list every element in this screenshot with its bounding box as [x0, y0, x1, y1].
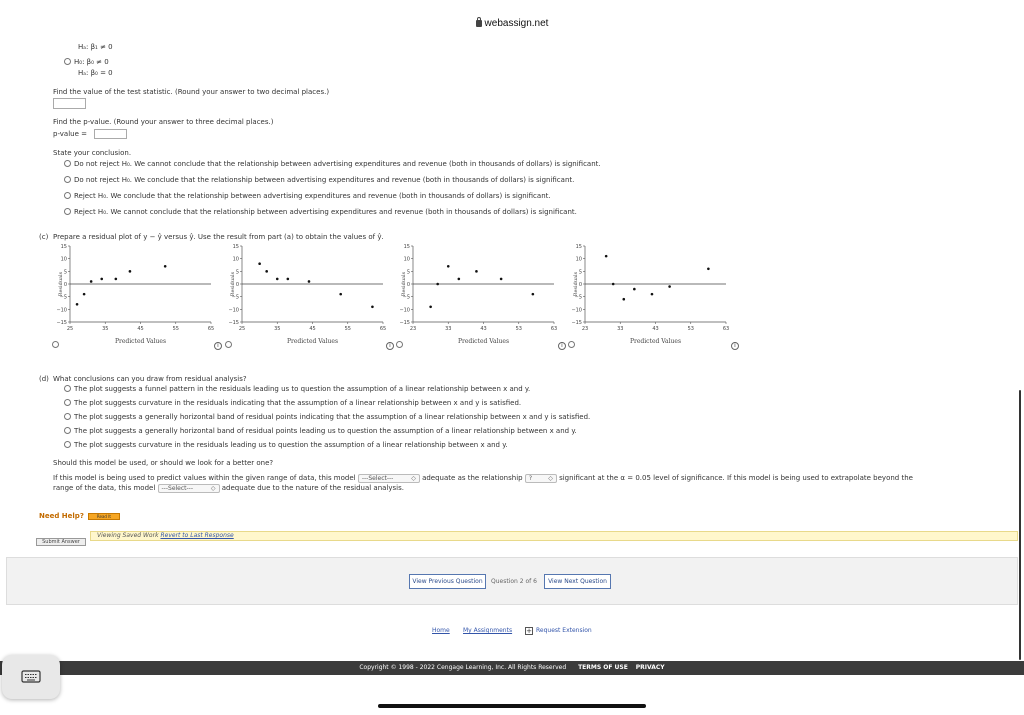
residual-point: [276, 278, 279, 281]
residual-point: [622, 298, 625, 301]
residual-point: [100, 278, 103, 281]
saved-work-bar: Viewing Saved Work Revert to Last Response: [90, 531, 1018, 541]
x-tick-label: 55: [172, 326, 179, 332]
residual-plot-2: [228, 242, 388, 348]
x-tick-label: 45: [309, 326, 316, 332]
radio-button[interactable]: [64, 441, 71, 448]
x-tick-label: 65: [207, 326, 215, 332]
y-tick-label: −15: [228, 320, 239, 326]
model-sentence-1: If this model is being used to predict values within the given range of data, this model ---Select--- ◇ adequate as the relationship ? ◇ significant at the α = 0.05 level of significance. If this model is being used to extrapolate beyond the: [53, 474, 913, 482]
residual-point: [371, 306, 374, 309]
radio-button[interactable]: [64, 192, 71, 199]
home-link[interactable]: Home: [432, 627, 450, 634]
x-tick-label: 25: [66, 326, 74, 332]
x-tick-label: 43: [480, 326, 487, 332]
residual-point: [475, 270, 478, 273]
x-tick-label: 55: [344, 326, 351, 332]
residual-plot-1: [56, 242, 216, 348]
radio-button[interactable]: [64, 413, 71, 420]
terms-link[interactable]: TERMS OF USE: [578, 664, 628, 671]
residual-point: [83, 293, 86, 296]
hypothesis-option[interactable]: [64, 58, 109, 66]
residual-point: [633, 288, 636, 291]
hypothesis-ha-previous: Hₐ: β₁ ≠ 0: [78, 43, 113, 51]
y-tick-label: −10: [399, 307, 410, 314]
part-d-marker: (d): [39, 375, 49, 383]
y-tick-label: −10: [571, 307, 582, 314]
residual-point: [612, 283, 615, 286]
residual-point: [707, 268, 710, 271]
next-question-button[interactable]: View Next Question: [544, 574, 611, 589]
y-axis-label: Residuals: [230, 271, 236, 297]
model-question: Should this model be used, or should we look for a better one?: [53, 459, 274, 467]
x-tick-label: 63: [722, 326, 730, 332]
y-tick-label: 0: [235, 282, 239, 288]
radio-button[interactable]: [64, 399, 71, 406]
test-statistic-input[interactable]: [53, 98, 86, 109]
x-tick-label: 35: [102, 326, 109, 332]
page-footer: [0, 661, 1024, 675]
revert-link[interactable]: Revert to Last Response: [160, 532, 234, 539]
lock-icon: [476, 20, 482, 27]
hypothesis-ha: Hₐ: β₀ = 0: [78, 69, 113, 77]
residual-point: [668, 285, 671, 288]
y-axis-label: Residuals: [401, 271, 407, 297]
url-text: webassign.net: [484, 18, 549, 29]
residual-point: [115, 278, 118, 281]
my-assignments-link[interactable]: My Assignments: [463, 627, 513, 634]
model-adequacy-select[interactable]: ---Select--- ◇: [358, 474, 420, 483]
residual-point: [308, 280, 311, 283]
part-d-prompt: What conclusions can you draw from residual analysis?: [53, 375, 247, 383]
conclusion-option-3[interactable]: Reject H₀. We conclude that the relationship between advertising expenditures and revenue (both in thousands of dollars) is significant.: [64, 192, 551, 200]
y-tick-label: 15: [575, 244, 582, 250]
plot-3-radio[interactable]: [396, 341, 403, 348]
residual-point: [651, 293, 654, 296]
status-bar: [0, 0, 1024, 14]
test-statistic-prompt: Find the value of the test statistic. (Round your answer to two decimal places.): [53, 88, 330, 96]
read-it-button[interactable]: Read It: [88, 513, 120, 520]
question-counter: Question 2 of 6: [491, 578, 537, 585]
x-tick-label: 33: [617, 326, 624, 332]
y-tick-label: −5: [59, 294, 67, 301]
x-tick-label: 63: [550, 326, 558, 332]
x-tick-label: 25: [238, 326, 246, 332]
y-tick-label: 5: [406, 269, 410, 276]
x-tick-label: 53: [515, 326, 522, 332]
info-icon[interactable]: i: [731, 342, 739, 350]
y-tick-label: −15: [571, 320, 582, 326]
residual-point: [90, 280, 93, 283]
y-tick-label: 10: [60, 256, 67, 263]
radio-button[interactable]: [64, 58, 71, 65]
y-tick-label: −15: [56, 320, 67, 326]
part-d-option-1[interactable]: The plot suggests a funnel pattern in the residuals leading us to question the assumption of a linear relationship between x and y.: [64, 385, 530, 393]
y-tick-label: −10: [228, 307, 239, 314]
scrollbar[interactable]: [1019, 390, 1021, 660]
part-d-option-5[interactable]: The plot suggests curvature in the residuals leading us to question the assumption of a linear relationship between x and y.: [64, 441, 508, 449]
prev-question-button[interactable]: View Previous Question: [409, 574, 486, 589]
request-extension-link[interactable]: + Request Extension: [526, 627, 592, 635]
model-sentence-2: range of the data, this model ---Select--- ◇ adequate due to the nature of the residual analysis.: [53, 484, 404, 492]
x-tick-label: 43: [652, 326, 659, 332]
part-d-option-4[interactable]: The plot suggests a generally horizontal band of residual points leading us to question the assumption of a linear relationship between x and y.: [64, 427, 577, 435]
chevron-icon: ◇: [548, 475, 553, 482]
x-axis-label: Predicted Values: [114, 338, 167, 345]
y-tick-label: 0: [406, 282, 410, 288]
plot-2-radio[interactable]: [225, 341, 232, 348]
y-tick-label: 15: [232, 244, 239, 250]
plot-1-radio[interactable]: [52, 341, 59, 348]
radio-button[interactable]: [64, 208, 71, 215]
y-tick-label: 5: [578, 269, 582, 276]
residual-plot-3: [399, 242, 559, 348]
x-tick-label: 33: [445, 326, 452, 332]
y-tick-label: 5: [63, 269, 67, 276]
radio-button[interactable]: [64, 176, 71, 183]
p-value-input[interactable]: [94, 129, 127, 139]
hypothesis-h0: H₀: β₀ ≠ 0: [74, 58, 109, 66]
submit-answer-button[interactable]: Submit Answer: [36, 538, 86, 546]
extrapolation-select[interactable]: ---Select--- ◇: [158, 484, 220, 493]
info-icon[interactable]: i: [558, 342, 566, 350]
residual-point: [436, 283, 439, 286]
y-tick-label: −10: [56, 307, 67, 314]
address-bar[interactable]: [0, 14, 1024, 34]
y-tick-label: −15: [399, 320, 410, 326]
radio-button[interactable]: [64, 385, 71, 392]
residual-point: [76, 303, 79, 306]
residual-point: [287, 278, 290, 281]
x-tick-label: 53: [687, 326, 694, 332]
y-tick-label: 15: [403, 244, 410, 250]
residual-point: [458, 278, 461, 281]
conclusion-option-1[interactable]: Do not reject H₀. We cannot conclude that the relationship between advertising expenditures and revenue (both in thousands of dollars) is significant.: [64, 160, 601, 168]
y-tick-label: 10: [232, 256, 239, 263]
x-axis-label: Predicted Values: [286, 338, 339, 345]
x-tick-label: 65: [379, 326, 387, 332]
x-axis-label: Predicted Values: [629, 338, 682, 345]
residual-point: [532, 293, 535, 296]
residual-point: [265, 270, 268, 273]
conclusion-option-4[interactable]: Reject H₀. We cannot conclude that the relationship between advertising expenditures and revenue (both in thousands of dollars) is significant.: [64, 208, 577, 216]
home-indicator[interactable]: [378, 704, 646, 708]
y-tick-label: −5: [574, 294, 582, 301]
y-tick-label: 5: [235, 269, 239, 276]
residual-point: [605, 255, 608, 258]
relationship-select[interactable]: ? ◇: [525, 474, 557, 483]
keyboard-toggle[interactable]: [2, 655, 60, 699]
info-icon[interactable]: i: [386, 342, 394, 350]
part-d-option-2[interactable]: The plot suggests curvature in the residuals indicating that the assumption of a linear relationship between x and y is satisfied.: [64, 399, 521, 407]
y-axis-label: Residuals: [58, 271, 64, 297]
radio-button[interactable]: [64, 427, 71, 434]
residual-plot-4: [571, 242, 731, 348]
residual-point: [339, 293, 342, 296]
x-tick-label: 45: [137, 326, 144, 332]
plot-4-radio[interactable]: [568, 341, 575, 348]
y-tick-label: −5: [402, 294, 410, 301]
p-value-label: p-value =: [53, 130, 87, 138]
residual-point: [258, 262, 261, 265]
need-help: Need Help? Read It: [39, 512, 120, 520]
privacy-link[interactable]: PRIVACY: [635, 664, 665, 671]
y-tick-label: 15: [60, 244, 67, 250]
x-tick-label: 35: [274, 326, 281, 332]
x-axis-label: Predicted Values: [457, 338, 510, 345]
residual-point: [500, 278, 503, 281]
x-tick-label: 23: [409, 326, 417, 332]
residual-point: [429, 306, 432, 309]
part-c-marker: (c): [39, 233, 49, 241]
x-tick-label: 23: [581, 326, 589, 332]
radio-button[interactable]: [64, 160, 71, 167]
plus-icon: +: [526, 627, 532, 635]
chevron-icon: ◇: [210, 485, 216, 492]
part-d-option-3[interactable]: The plot suggests a generally horizontal band of residual points indicating that the assumption of a linear relationship between x and y is satisfied.: [64, 413, 590, 421]
residual-point: [129, 270, 132, 273]
residual-point: [164, 265, 167, 268]
y-axis-label: Residuals: [573, 271, 579, 297]
residual-point: [447, 265, 450, 268]
p-value-prompt: Find the p-value. (Round your answer to three decimal places.): [53, 118, 274, 126]
part-c-prompt: Prepare a residual plot of y − ŷ versus ŷ. Use the result from part (a) to obtain the values of ŷ.: [53, 233, 384, 241]
keyboard-icon: [2, 655, 60, 699]
y-tick-label: 0: [63, 282, 67, 288]
info-icon[interactable]: i: [214, 342, 222, 350]
chevron-icon: ◇: [411, 475, 416, 482]
y-tick-label: 10: [575, 256, 582, 263]
copyright-text: Copyright © 1998 - 2022 Cengage Learning, Inc. All Rights Reserved: [359, 664, 567, 671]
conclusion-prompt: State your conclusion.: [53, 149, 132, 157]
y-tick-label: 10: [403, 256, 410, 263]
y-tick-label: 0: [578, 282, 582, 288]
y-tick-label: −5: [231, 294, 239, 301]
conclusion-option-2[interactable]: Do not reject H₀. We conclude that the relationship between advertising expenditures and revenue (both in thousands of dollars) is significant.: [64, 176, 574, 184]
